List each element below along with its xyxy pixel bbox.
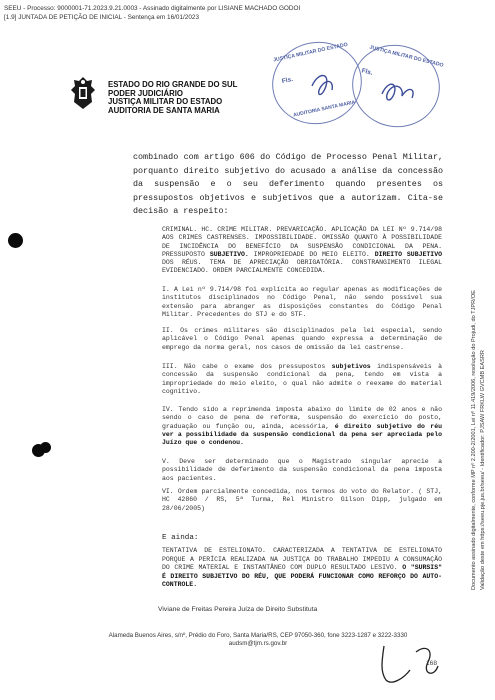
handwritten-signature-icon: [376, 640, 446, 690]
quote-item-6: [162, 488, 442, 513]
item4-part-a: IV. Tendo sido a reprimenda imposta abaixo do limite de 02 anos e não sendo o caso de pena de reforma, suspensão do exercício do posto, graduação ou função ou, ainda, acessória,: [162, 406, 442, 430]
punch-hole-bottom-2: [40, 442, 51, 453]
item3-part-b: indispensáveis à concessão da suspensão condicional da pena, tendo em vista a impropriedade do meio eleito, o qual não admite o reexame do material cognitivo.: [162, 363, 443, 395]
tentativa-part-a: TENTATIVA DE ESTELIONATO. CARACTERIZADA A TENTATIVA DE ESTELIONATO PORQUE A PERÍCIA REALIZADA NA JUSTIÇA DO TRABALHO IMPEDIU A CONSUMAÇÃO DO CRIME MATERIAL E INSTANTÂNEO COM DUPLO RESULTADO LESIVO.: [162, 547, 442, 572]
quote-ementa: [162, 226, 442, 276]
digital-signature-line1: Documento assinado digitalmente, conforme MP nº 2.200-2/2001, Lei nº 11.419/2006, resolução do Projudi, do TJPR/OE: [471, 290, 477, 590]
stamp-court-text-right: JUSTIÇA MILITAR DO ESTADO: [368, 44, 444, 69]
quote-item-4: [162, 406, 442, 447]
stamp-fls-label: Fls.: [281, 76, 294, 86]
ementa-bold-subjetivo: SUBJETIVO.: [209, 250, 249, 258]
tentativa-text: [162, 547, 442, 590]
quote-item-1: [162, 286, 442, 319]
institution-block: [108, 81, 237, 115]
e-ainda-label: E ainda:: [162, 534, 199, 542]
header-juntada-line: [1.9] JUNTADA DE PETIÇÃO DE INICIAL - Sentença em 16/01/2023: [4, 13, 199, 21]
coat-of-arms-icon: [70, 76, 96, 110]
quote-item-2-text: II. Os crimes militares são disciplinados pela lei especial, sendo aplicável o Código Penal apenas quando expressa a determinação de emprego da norma geral, nos casos de omissão da lei castrense.: [162, 327, 442, 351]
item3-bold: subjetivos: [331, 363, 371, 370]
item3-part-a: III. Não cabe o exame dos pressupostos: [162, 363, 332, 370]
ementa-text: [162, 226, 442, 276]
document-header: [4, 5, 300, 22]
quote-item-1-text: I. A Lei nº 9.714/98 foi explícita ao regular apenas as modificações de institutos disciplinados no Código Penal, não sendo possível sua extensão para abranger as disposições constantes do Código Penal Militar. Precedentes do STJ e do STF.: [162, 286, 442, 318]
digital-signature-note: [470, 100, 487, 590]
quote-item-3-text: [162, 363, 442, 396]
quote-item-5: [162, 458, 442, 483]
stamp-auditoria-text: AUDITORIA SANTA MARIA: [292, 99, 356, 119]
digital-signature-line2: Validação deste em https://seeu.pje.jus.br/seeu/ - Identificador: PJSAW FRKLW GVCMB EASRR: [479, 350, 486, 590]
institution-auditoria: AUDITORIA DE SANTA MARIA: [108, 105, 220, 115]
institution-power: PODER JUDICIÁRIO: [108, 88, 183, 98]
quote-item-3: [162, 363, 442, 396]
punch-hole-top: [8, 233, 23, 248]
tentativa-block: [162, 547, 442, 590]
quote-item-4-text: [162, 406, 442, 447]
handwritten-initials-icon: [290, 52, 450, 122]
institution-court: JUSTIÇA MILITAR DO ESTADO: [108, 97, 223, 107]
footer-email: audsm@tjm.rs.gov.br: [228, 640, 288, 648]
tentativa-bold: O "SURSIS" É DIREITO SUBJETIVO DO RÉU, QUE PODERÁ FUNCIONAR COMO REFORÇO DO AUTO-CONTROLE.: [162, 564, 442, 589]
body-paragraph: [133, 151, 443, 219]
header-process-line: SEEU - Processo: 9000001-71.2023.9.21.0003 - Assinado digitalmente por LISIANE MACHADO GODOI: [4, 5, 301, 12]
stamp-court-text: JUSTIÇA MILITAR DO ESTADO: [272, 41, 349, 64]
ementa-part-a: CRIMINAL. HC. CRIME MILITAR. PREVARICAÇÃO. APLICAÇÃO DA LEI Nº 9.714/98 AOS CRIMES CASTRENSES. IMPOSSIBILIDADE. OMISSÃO QUANTO À POSSIBILIDADE DE INCIDÊNCIA DO BENEFÍCIO DA SUSPENSÃO CONDICIONAL DA PENA. PRESSUPOSTO: [162, 226, 442, 258]
stamp-fls-label-right: Fls.: [360, 67, 374, 77]
ementa-part-c: DOS RÉUS. TEMA DE APRECIAÇÃO OBRIGATÓRIA. CONSTRANGIMENTO ILEGAL EVIDENCIADO. ORDEM PARCIALMENTE CONCEDIDA.: [162, 259, 442, 275]
page-number: 168: [426, 660, 438, 667]
ementa-part-b: IMPROPRIEDADE DO MEIO ELEITO.: [248, 250, 375, 258]
item4-bold: é direito subjetivo do réu ver a possibilidade da suspensão condicional da pena ser apreciada pelo Juízo que o condenou.: [162, 422, 443, 447]
quote-item-6-text: VI. Ordem parcialmente concedida, nos termos do voto do Relator. ( STJ, HC 42860 / RS, 5ª Turma, Rel Ministro Gilson Dipp, julgado em 28/06/2005): [162, 488, 442, 512]
footer-address: Alameda Buenos Aires, s/nº, Prédio do Foro, Santa Maria/RS, CEP 97050-360, fone 3223-1287 e 3222-3330: [108, 632, 408, 639]
ementa-bold-direito: DIREITO SUBJETIVO: [374, 250, 443, 258]
quote-item-5-text: V. Deve ser determinado que o Magistrado singular aprecie a possibilidade de deferimento da suspensão condicional da pena imposta aos pacientes.: [162, 458, 442, 482]
body-paragraph-text: combinado com artigo 606 do Código de Processo Penal Militar, porquanto direito subjetivo do acusado a análise da concessão da suspensão e o seu deferimento quando presentes os pressupostos objetivos e subjetivos que a autorizam. Cita-se decisão a respeito:: [133, 152, 443, 217]
judge-signature-line: Viviane de Freitas Pereira Juíza de Direito Substituta: [158, 606, 318, 613]
quote-item-2: [162, 327, 442, 352]
institution-state: ESTADO DO RIO GRANDE DO SUL: [108, 80, 238, 89]
